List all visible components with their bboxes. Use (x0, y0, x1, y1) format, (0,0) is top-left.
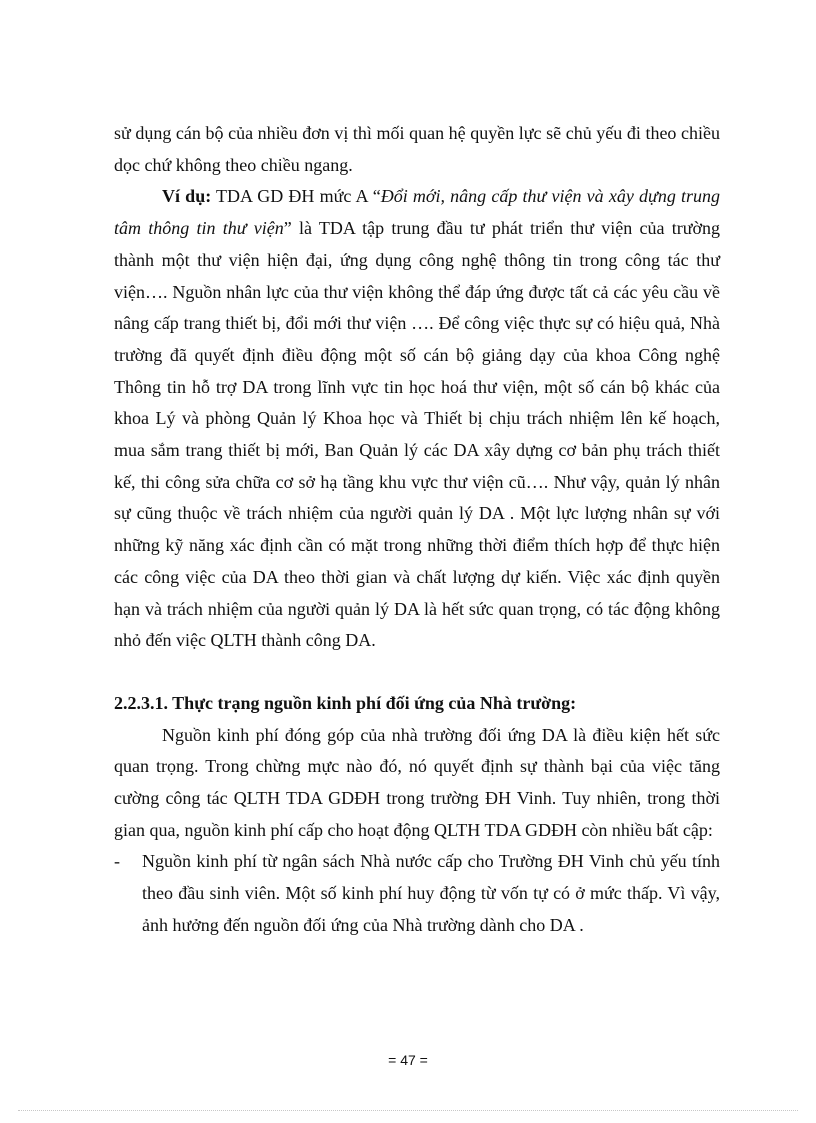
page-number: = 47 = (388, 1052, 428, 1068)
project-title-italic: Đổi mới, nâng cấp thư viện và xây dựng trung tâm thông tin thư viện (114, 186, 721, 239)
page-body (114, 118, 720, 942)
list-item-text: Nguồn kinh phí từ ngân sách Nhà nước cấp cho Trường ĐH Vinh chủ yếu tính theo đầu sinh viên. Một số kinh phí huy động từ vốn tự có ở mức thấp. Vì vậy, ảnh hưởng đến nguồn đối ứng của Nhà trường dành cho DA . (142, 851, 720, 935)
example-text-rest: ” là TDA tập trung đầu tư phát triển thư viện của trường thành một thư viện hiện đại, ứng dụng công nghệ thông tin trong công tác thư viện…. Nguồn nhân lực của thư viện không thể đáp ứng được tất cả các yêu cầu về nâng cấp trang thiết bị, đổi mới thư viện …. Để công việc thực sự có hiệu quả, Nhà trường đã quyết định điều động một số cán bộ giảng dạy của khoa Công nghệ Thông tin hỗ trợ DA trong lĩnh vực tin học hoá thư viện, một số cán bộ khác của khoa Lý và phòng Quản lý Khoa học và Thiết bị chịu trách nhiệm lên kế hoạch, mua sắm trang thiết bị mới, Ban Quản lý các DA xây dựng cơ bản phụ trách thiết kế, thi công sửa chữa cơ sở hạ tầng khu vực thư viện cũ…. Như vậy, quản lý nhân sự cũng thuộc về trách nhiệm của người quản lý DA . Một lực lượng nhân sự với những kỹ năng xác định cần có mặt trong những thời điểm thích hợp để thực hiện các công việc của DA theo thời gian và chất lượng dự kiến. Việc xác định quyền hạn và trách nhiệm của người quản lý DA là hết sức quan trọng, có tác động không nhỏ đến việc QLTH thành công DA. (114, 218, 720, 651)
section-heading: 2.2.3.1. Thực trạng nguồn kinh phí đối ứng của Nhà trường: (114, 692, 577, 713)
paragraph-funding (114, 720, 720, 847)
paragraph-text: sử dụng cán bộ của nhiều đơn vị thì mối quan hệ quyền lực sẽ chủ yếu đi theo chiều dọc chứ không theo chiều ngang. (114, 123, 720, 175)
page-bottom-divider (18, 1110, 798, 1111)
bullet-marker: - (114, 851, 120, 872)
list-item (114, 846, 720, 941)
example-label: Ví dụ: (162, 186, 212, 207)
paragraph-continuation (114, 118, 720, 181)
paragraph-example (114, 181, 720, 657)
example-text-start: TDA GD ĐH mức A “ (211, 186, 381, 207)
paragraph-text: Nguồn kinh phí đóng góp của nhà trường đối ứng DA là điều kiện hết sức quan trọng. Trong chừng mực nào đó, nó quyết định sự thành bại của việc tăng cường công tác QLTH TDA GDĐH trong trường ĐH Vinh. Tuy nhiên, trong thời gian qua, nguồn kinh phí cấp cho hoạt động QLTH TDA GDĐH còn nhiều bất cập: (114, 724, 720, 840)
